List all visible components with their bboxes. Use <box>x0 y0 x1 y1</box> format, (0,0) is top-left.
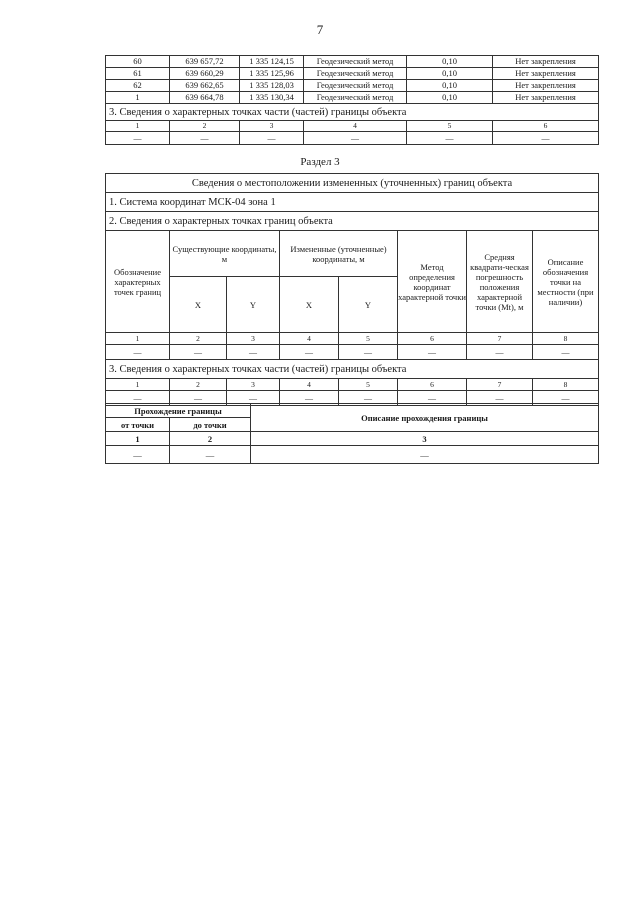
empty-cell: — <box>251 446 599 464</box>
header-changed-coordinates: Измененные (уточненные) координаты, м <box>280 231 398 277</box>
header-existing-coordinates: Существующие координаты, м <box>170 231 280 277</box>
table-cell: 639 664,78 <box>170 92 240 104</box>
table-cell: 1 335 125,96 <box>240 68 304 80</box>
table-cell: Нет закрепления <box>493 80 599 92</box>
column-number: 1 <box>106 379 170 391</box>
column-number-row <box>106 432 599 446</box>
table-cell: Геодезический метод <box>304 56 407 68</box>
section-row <box>106 104 599 121</box>
header-row <box>106 404 599 418</box>
page-number: 7 <box>316 22 324 37</box>
header-x: X <box>170 277 227 333</box>
column-number: 3 <box>227 379 280 391</box>
table-row <box>106 56 599 68</box>
table-cell: 0,10 <box>407 80 493 92</box>
column-number: 6 <box>398 333 467 345</box>
header-passage: Прохождение границы <box>106 404 251 418</box>
empty-cell: — <box>240 132 304 145</box>
column-number: 1 <box>106 333 170 345</box>
header-row <box>106 231 599 277</box>
empty-cell: — <box>280 391 339 406</box>
header-error: Средняя квадрати-ческая погрешность положения характерной точки (Mt), м <box>467 231 533 333</box>
column-number: 7 <box>467 379 533 391</box>
column-number: 6 <box>398 379 467 391</box>
table-cell: 639 660,29 <box>170 68 240 80</box>
table-cell: 0,10 <box>407 68 493 80</box>
header-to-point: до точки <box>170 418 251 432</box>
header-method: Метод определения координат характерной точки <box>398 231 467 333</box>
column-number: 5 <box>407 121 493 132</box>
table-title-row <box>106 174 599 193</box>
empty-cell: — <box>407 132 493 145</box>
empty-cell: — <box>339 345 398 360</box>
boundary-passage-table <box>105 403 599 464</box>
table-cell: Геодезический метод <box>304 80 407 92</box>
table-cell: 1 <box>106 92 170 104</box>
column-number-row <box>106 333 599 345</box>
table-cell: 60 <box>106 56 170 68</box>
section-row <box>106 212 599 231</box>
empty-cell: — <box>106 391 170 406</box>
empty-cell: — <box>227 345 280 360</box>
empty-cell: — <box>106 132 170 145</box>
column-number: 5 <box>339 379 398 391</box>
table-cell: 0,10 <box>407 92 493 104</box>
column-number: 3 <box>240 121 304 132</box>
table-cell: 1 335 124,15 <box>240 56 304 68</box>
column-number-row <box>106 121 599 132</box>
empty-cell: — <box>280 345 339 360</box>
empty-cell: — <box>170 345 227 360</box>
column-number: 1 <box>106 121 170 132</box>
column-number: 3 <box>251 432 599 446</box>
column-number: 1 <box>106 432 170 446</box>
table-cell: 62 <box>106 80 170 92</box>
column-number: 2 <box>170 333 227 345</box>
table-cell: 1 335 128,03 <box>240 80 304 92</box>
header-passage-description: Описание прохождения границы <box>251 404 599 432</box>
changed-boundaries-table <box>105 173 599 406</box>
header-y: Y <box>339 277 398 333</box>
table-row <box>106 68 599 80</box>
empty-cell: — <box>398 391 467 406</box>
column-number: 5 <box>339 333 398 345</box>
section-heading: 3. Сведения о характерных точках части (частей) границы объекта <box>106 104 599 121</box>
column-number: 7 <box>467 333 533 345</box>
empty-cell: — <box>227 391 280 406</box>
table-row <box>106 80 599 92</box>
table-row <box>106 92 599 104</box>
empty-cell: — <box>170 391 227 406</box>
table-cell: 1 335 130,34 <box>240 92 304 104</box>
header-y: Y <box>227 277 280 333</box>
empty-cell: — <box>170 446 251 464</box>
column-number-row <box>106 379 599 391</box>
header-from-point: от точки <box>106 418 170 432</box>
header-x: X <box>280 277 339 333</box>
empty-row <box>106 446 599 464</box>
column-number: 8 <box>533 333 599 345</box>
column-number: 2 <box>170 121 240 132</box>
table-cell: Геодезический метод <box>304 92 407 104</box>
column-number: 3 <box>227 333 280 345</box>
coordinate-system: 1. Система координат МСК-04 зона 1 <box>106 193 599 212</box>
header-description: Описание обозначения точки на местности (при наличии) <box>533 231 599 333</box>
column-number: 4 <box>280 333 339 345</box>
coordinate-system-row <box>106 193 599 212</box>
empty-cell: — <box>493 132 599 145</box>
empty-row <box>106 132 599 145</box>
empty-cell: — <box>106 446 170 464</box>
column-number: 2 <box>170 432 251 446</box>
empty-cell: — <box>398 345 467 360</box>
empty-cell: — <box>467 391 533 406</box>
table-cell: 639 662,65 <box>170 80 240 92</box>
table-cell: Нет закрепления <box>493 56 599 68</box>
points-table <box>105 55 599 145</box>
section-heading: 3. Сведения о характерных точках части (частей) границы объекта <box>106 360 599 379</box>
header-designation: Обозначение характерных точек границ <box>106 231 170 333</box>
empty-cell: — <box>533 391 599 406</box>
section-title: Раздел 3 <box>300 156 340 168</box>
empty-cell: — <box>339 391 398 406</box>
section-heading: 2. Сведения о характерных точках границ объекта <box>106 212 599 231</box>
table-title: Сведения о местоположении измененных (уточненных) границ объекта <box>106 174 599 193</box>
column-number: 2 <box>170 379 227 391</box>
table-cell: 61 <box>106 68 170 80</box>
table-cell: Нет закрепления <box>493 92 599 104</box>
empty-cell: — <box>106 345 170 360</box>
empty-cell: — <box>304 132 407 145</box>
empty-row <box>106 345 599 360</box>
column-number: 6 <box>493 121 599 132</box>
column-number: 8 <box>533 379 599 391</box>
column-number: 4 <box>304 121 407 132</box>
empty-cell: — <box>533 345 599 360</box>
empty-cell: — <box>170 132 240 145</box>
table-cell: Нет закрепления <box>493 68 599 80</box>
table-cell: Геодезический метод <box>304 68 407 80</box>
table-cell: 639 657,72 <box>170 56 240 68</box>
empty-cell: — <box>467 345 533 360</box>
section-row <box>106 360 599 379</box>
table-cell: 0,10 <box>407 56 493 68</box>
column-number: 4 <box>280 379 339 391</box>
